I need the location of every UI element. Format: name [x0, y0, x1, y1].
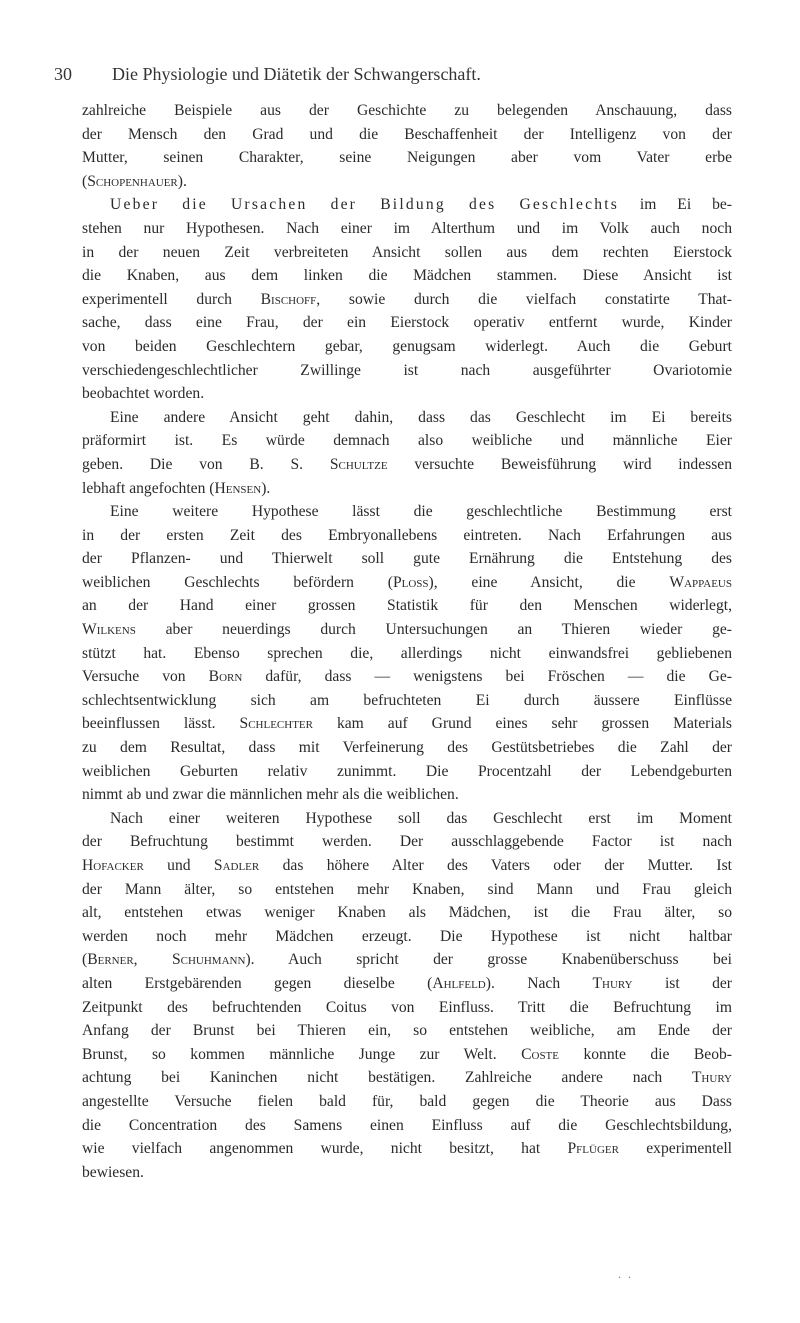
text-line: [82, 382, 732, 406]
text-run: zahlreiche Beispiele aus der Geschichte zu belegenden Anschauung, dass: [82, 102, 732, 119]
text-line: [82, 665, 732, 689]
body-text: [82, 99, 732, 1184]
author-name: Berner: [87, 951, 134, 969]
text-run: nimmt ab und zwar die männlichen mehr als die weiblichen.: [82, 786, 459, 804]
text-line: [82, 288, 732, 312]
text-run: ). Nach: [485, 974, 593, 992]
text-run: sache, dass eine Frau, der ein Eierstock operativ entfernt wurde, Kinder: [82, 314, 732, 332]
text-run: wie vielfach angenommen wurde, nicht besitzt, hat: [82, 1140, 568, 1158]
text-line: [82, 123, 732, 147]
text-line: [82, 524, 732, 548]
text-run: angestellte Versuche fielen bald für, bald gegen die Theorie aus Dass: [82, 1092, 732, 1110]
text-line: [82, 618, 732, 642]
text-run: ).: [177, 172, 187, 190]
text-line: [82, 359, 732, 383]
text-run: aber neuerdings durch Untersuchungen an Thieren wieder ge-: [135, 621, 732, 639]
text-line: [82, 453, 732, 477]
text-line: [82, 547, 732, 571]
text-run: experimentell durch: [82, 290, 261, 308]
text-line: [82, 901, 732, 925]
text-run: dafür, dass — wenigstens bei Fröschen — die Ge-: [242, 668, 732, 686]
text-run: konnte die Beob-: [559, 1045, 732, 1063]
author-name: Schopenhauer: [87, 172, 178, 190]
text-line: [82, 760, 732, 784]
text-line: [82, 854, 732, 878]
text-line: [82, 642, 732, 666]
text-line: [82, 571, 732, 595]
text-run: zu dem Resultat, dass mit Verfeinerung des Gestütsbetriebes die Zahl der: [82, 739, 732, 757]
text-run: achtung bei Kaninchen nicht bestätigen. Zahlreiche andere nach: [82, 1069, 692, 1087]
text-line: [82, 146, 732, 170]
text-run: Zeitpunkt des befruchtenden Coitus von Einfluss. Tritt die Befruchtung im: [82, 998, 732, 1016]
text-run: in der ersten Zeit des Embryonallebens eintreten. Nach Erfahrungen aus: [82, 526, 732, 544]
text-run: in der neuen Zeit verbreiteten Ansicht sollen aus dem rechten Eierstock: [82, 243, 732, 261]
text-run: Eine weitere Hypothese lässt die geschlechtliche Bestimmung erst: [110, 503, 732, 521]
text-run: Eine andere Ansicht geht dahin, dass das Geschlecht im Ei bereits: [110, 408, 732, 426]
text-line: [82, 783, 732, 807]
text-run: bewiesen.: [82, 1163, 144, 1181]
text-run: ,: [133, 951, 172, 969]
text-run: der Befruchtung bestimmt werden. Der ausschlaggebende Factor ist nach: [82, 833, 732, 851]
print-speck-marks: . .: [618, 1267, 633, 1281]
text-line: [82, 1090, 732, 1114]
text-run: von beiden Geschlechtern gebar, genugsam widerlegt. Auch die Geburt: [82, 337, 732, 355]
text-line: [82, 335, 732, 359]
text-run: Versuche von: [82, 668, 209, 686]
author-name: Coste: [521, 1045, 559, 1063]
text-run: beeinflussen lässt.: [82, 715, 240, 733]
author-name: Wappaeus: [669, 573, 732, 591]
page-number: 30: [54, 64, 72, 84]
text-run: verschiedengeschlechtlicher Zwillinge ist nach ausgeführter Ovariotomie: [82, 361, 732, 379]
text-run: weiblichen Geburten relativ zunimmt. Die Procentzahl der Lebendgeburten: [82, 762, 732, 780]
author-name: Bischoff: [260, 290, 317, 308]
author-name: Hensen: [214, 479, 262, 497]
text-run: der Mann älter, so entstehen mehr Knaben, sind Mann und Frau gleich: [82, 880, 732, 898]
author-name: Pflüger: [567, 1140, 619, 1158]
text-run: an der Hand einer grossen Statistik für den Menschen widerlegt,: [82, 597, 732, 615]
text-run: beobachtet worden.: [82, 385, 205, 403]
text-line: [82, 594, 732, 618]
text-run: ), eine Ansicht, die: [428, 573, 670, 591]
text-line: [82, 830, 732, 854]
text-run: geben. Die von B. S.: [82, 455, 330, 473]
text-run: alten Erstgebärenden gegen dieselbe (: [82, 974, 433, 992]
text-run: versuchte Beweisführung wird indessen: [387, 455, 733, 473]
text-line: [82, 878, 732, 902]
text-run: Anfang der Brunst bei Thieren ein, so entstehen weibliche, am Ende der: [82, 1022, 732, 1040]
text-run: , sowie durch die vielfach constatirte That-: [316, 290, 732, 308]
text-line: [82, 1114, 732, 1138]
text-line: [82, 948, 732, 972]
text-line: [82, 736, 732, 760]
text-line: [82, 1019, 732, 1043]
text-run: schlechtsentwicklung sich am befruchteten Ei durch äussere Einflüsse: [82, 691, 732, 709]
text-run: präformirt ist. Es würde demnach also weibliche und männliche Eier: [82, 432, 732, 450]
text-line: [82, 217, 732, 241]
author-name: Schuhmann: [171, 951, 246, 969]
text-run: die Knaben, aus dem linken die Mädchen stammen. Diese Ansicht ist: [82, 267, 732, 285]
text-line: [82, 406, 732, 430]
text-run: das höhere Alter des Vaters oder der Mutter. Ist: [259, 857, 732, 874]
text-run: ). Auch spricht der grosse Knabenüberschuss bei: [245, 951, 732, 969]
text-run: und: [143, 857, 214, 874]
text-line: [82, 689, 732, 713]
text-run: (: [82, 172, 88, 190]
text-line: [82, 1066, 732, 1090]
text-run: kam auf Grund eines sehr grossen Materials: [312, 715, 732, 733]
running-header: [54, 62, 754, 86]
text-line: [82, 311, 732, 335]
text-line: [82, 1043, 732, 1067]
text-line: [82, 996, 732, 1020]
text-line: [82, 170, 732, 194]
text-run: werden noch mehr Mädchen erzeugt. Die Hypothese ist nicht haltbar: [82, 927, 732, 945]
text-run: ist der: [632, 974, 732, 992]
text-line: [82, 925, 732, 949]
author-name: Hofacker: [82, 857, 144, 874]
text-run: Brunst, so kommen männliche Junge zur Welt.: [82, 1045, 522, 1063]
author-name: Thury: [691, 1069, 732, 1087]
text-line: [82, 193, 732, 217]
text-run: die Concentration des Samens einen Einfluss auf die Geschlechtsbildung,: [82, 1116, 732, 1134]
author-name: Thury: [592, 974, 633, 992]
author-name: Born: [208, 668, 243, 686]
text-line: [82, 429, 732, 453]
text-run: ).: [261, 479, 271, 497]
text-run: der Pflanzen- und Thierwelt soll gute Ernährung die Entstehung des: [82, 550, 732, 568]
text-run: Mutter, seinen Charakter, seine Neigungen aber vom Vater erbe: [82, 149, 732, 167]
text-run: weiblichen Geschlechts befördern (: [82, 573, 393, 591]
text-line: [82, 807, 732, 831]
author-name: Ploss: [392, 573, 429, 591]
text-line: [82, 264, 732, 288]
running-title: Die Physiologie und Diätetik der Schwangerschaft.: [112, 64, 481, 84]
text-run: stützt hat. Ebenso sprechen die, allerdings nicht einwandsfrei gebliebenen: [82, 644, 732, 662]
text-line: [82, 972, 732, 996]
text-line: [82, 241, 732, 265]
author-name: Sadler: [213, 857, 260, 874]
author-name: Wilkens: [82, 621, 136, 639]
text-line: [82, 1137, 732, 1161]
text-run: im Ei be-: [619, 196, 732, 214]
text-run: experimentell: [618, 1140, 732, 1158]
text-run: Nach einer weiteren Hypothese soll das Geschlecht erst im Moment: [110, 809, 732, 827]
text-line: [82, 1161, 732, 1185]
author-name: Ahlfeld: [432, 974, 486, 992]
text-run: (: [82, 951, 88, 969]
text-line: [82, 477, 732, 501]
text-line: [82, 500, 732, 524]
author-name: Schlechter: [239, 715, 313, 733]
spaced-emphasis: Ueber die Ursachen der Bildung des Geschlechts: [110, 196, 620, 214]
author-name: Schultze: [329, 455, 388, 473]
text-run: lebhaft angefochten (: [82, 479, 215, 497]
text-line: [82, 99, 732, 123]
text-run: der Mensch den Grad und die Beschaffenheit der Intelligenz von der: [82, 125, 732, 143]
text-run: stehen nur Hypothesen. Nach einer im Alterthum und im Volk auch noch: [82, 219, 732, 237]
text-run: alt, entstehen etwas weniger Knaben als Mädchen, ist die Frau älter, so: [82, 904, 732, 922]
text-line: [82, 712, 732, 736]
